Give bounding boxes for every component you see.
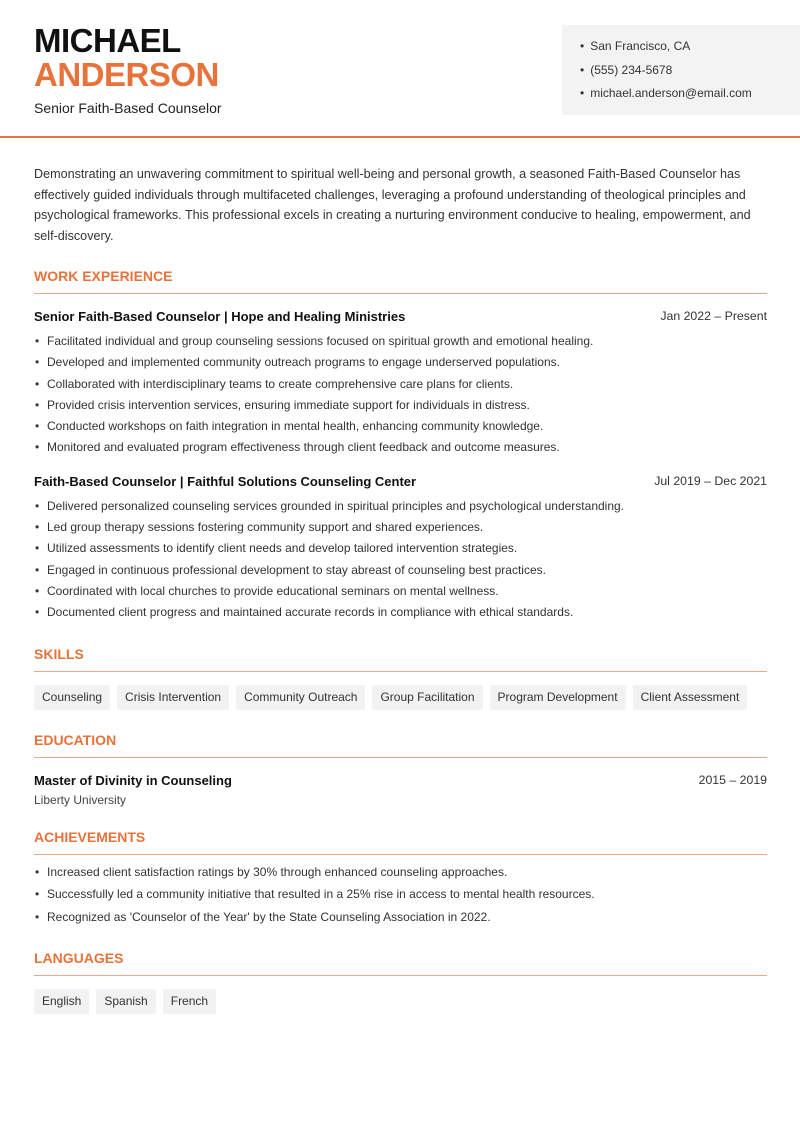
bullet-item: • Delivered personalized counseling services grounded in spiritual principles and psychological understanding. (34, 496, 767, 517)
degree: Master of Divinity in Counseling (34, 772, 232, 788)
section-title-education: EDUCATION (34, 732, 767, 758)
summary: Demonstrating an unwavering commitment to spiritual well-being and personal growth, a seasoned Faith-Based Counselor has effectively guided individuals through multifaceted challenges, leveraging a profound understanding of theological principles and psychological frameworks. This professional excels in creating a nurturing environment conducive to healing, empowerment, and self-discovery. (34, 167, 751, 243)
job-role: Senior Faith-Based Counselor (34, 100, 222, 116)
section-title-languages: LANGUAGES (34, 950, 767, 976)
skills-list (34, 685, 767, 710)
job-title: Faith-Based Counselor | Faithful Solutions Counseling Center (34, 473, 417, 489)
contact-location: • San Francisco, CA (580, 38, 800, 62)
section-title-work: WORK EXPERIENCE (34, 268, 767, 294)
achievement-item: • Recognized as 'Counselor of the Year' by the State Counseling Association in 2022. (34, 906, 767, 929)
contact-email[interactable]: • michael.anderson@email.com (580, 85, 800, 109)
languages-list (34, 989, 767, 1014)
achievement-item: • Increased client satisfaction ratings by 30% through enhanced counseling approaches. (34, 861, 767, 884)
education-entry (34, 772, 767, 789)
job-header (34, 308, 767, 325)
job-date: Jul 2019 – Dec 2021 (654, 473, 767, 488)
language-chip: Spanish (96, 989, 155, 1014)
first-name: MICHAEL (34, 22, 181, 59)
resume-header (0, 0, 800, 138)
section-title-skills: SKILLS (34, 646, 767, 672)
achievements-list (34, 861, 767, 929)
bullet-item: • Facilitated individual and group counseling sessions focused on spiritual growth and emotional healing. (34, 331, 767, 352)
candidate-name (34, 24, 219, 92)
bullet-item: • Coordinated with local churches to provide educational seminars on mental wellness. (34, 581, 767, 602)
bullet-item: • Engaged in continuous professional development to stay abreast of counseling best practices. (34, 560, 767, 581)
skill-chip: Crisis Intervention (117, 685, 229, 710)
bullet-item: • Documented client progress and maintained accurate records in compliance with ethical standards. (34, 602, 767, 623)
achievement-item: • Successfully led a community initiative that resulted in a 25% rise in access to mental health resources. (34, 883, 767, 906)
job-bullets (34, 496, 767, 624)
job-date: Jan 2022 – Present (660, 309, 767, 323)
job-header (34, 473, 767, 490)
language-chip: French (163, 989, 216, 1014)
language-chip: English (34, 989, 89, 1014)
job-title: Senior Faith-Based Counselor | Hope and Healing Ministries (34, 309, 406, 324)
last-name: ANDERSON (34, 56, 219, 93)
contact-phone: • (555) 234-5678 (580, 62, 800, 86)
bullet-item: • Utilized assessments to identify client needs and develop tailored intervention strategies. (34, 538, 767, 559)
skill-chip: Client Assessment (633, 685, 748, 710)
school: Liberty University (34, 792, 127, 807)
bullet-item: • Developed and implemented community outreach programs to engage underserved populations. (34, 352, 767, 373)
skill-chip: Group Facilitation (372, 685, 482, 710)
section-title-achievements: ACHIEVEMENTS (34, 829, 767, 855)
skill-chip: Program Development (490, 685, 626, 710)
bullet-item: • Led group therapy sessions fostering community support and shared experiences. (34, 517, 767, 538)
skill-chip: Community Outreach (236, 685, 365, 710)
skill-chip: Counseling (34, 685, 110, 710)
job-bullets (34, 331, 767, 459)
bullet-item: • Provided crisis intervention services, ensuring immediate support for individuals in distress. (34, 395, 767, 416)
bullet-item: • Monitored and evaluated program effectiveness through client feedback and outcome measures. (34, 437, 767, 458)
bullet-item: • Conducted workshops on faith integration in mental health, enhancing community knowledge. (34, 416, 767, 437)
contact-box (562, 25, 800, 115)
bullet-item: • Collaborated with interdisciplinary teams to create comprehensive care plans for clients. (34, 374, 767, 395)
education-date: 2015 – 2019 (698, 772, 767, 787)
